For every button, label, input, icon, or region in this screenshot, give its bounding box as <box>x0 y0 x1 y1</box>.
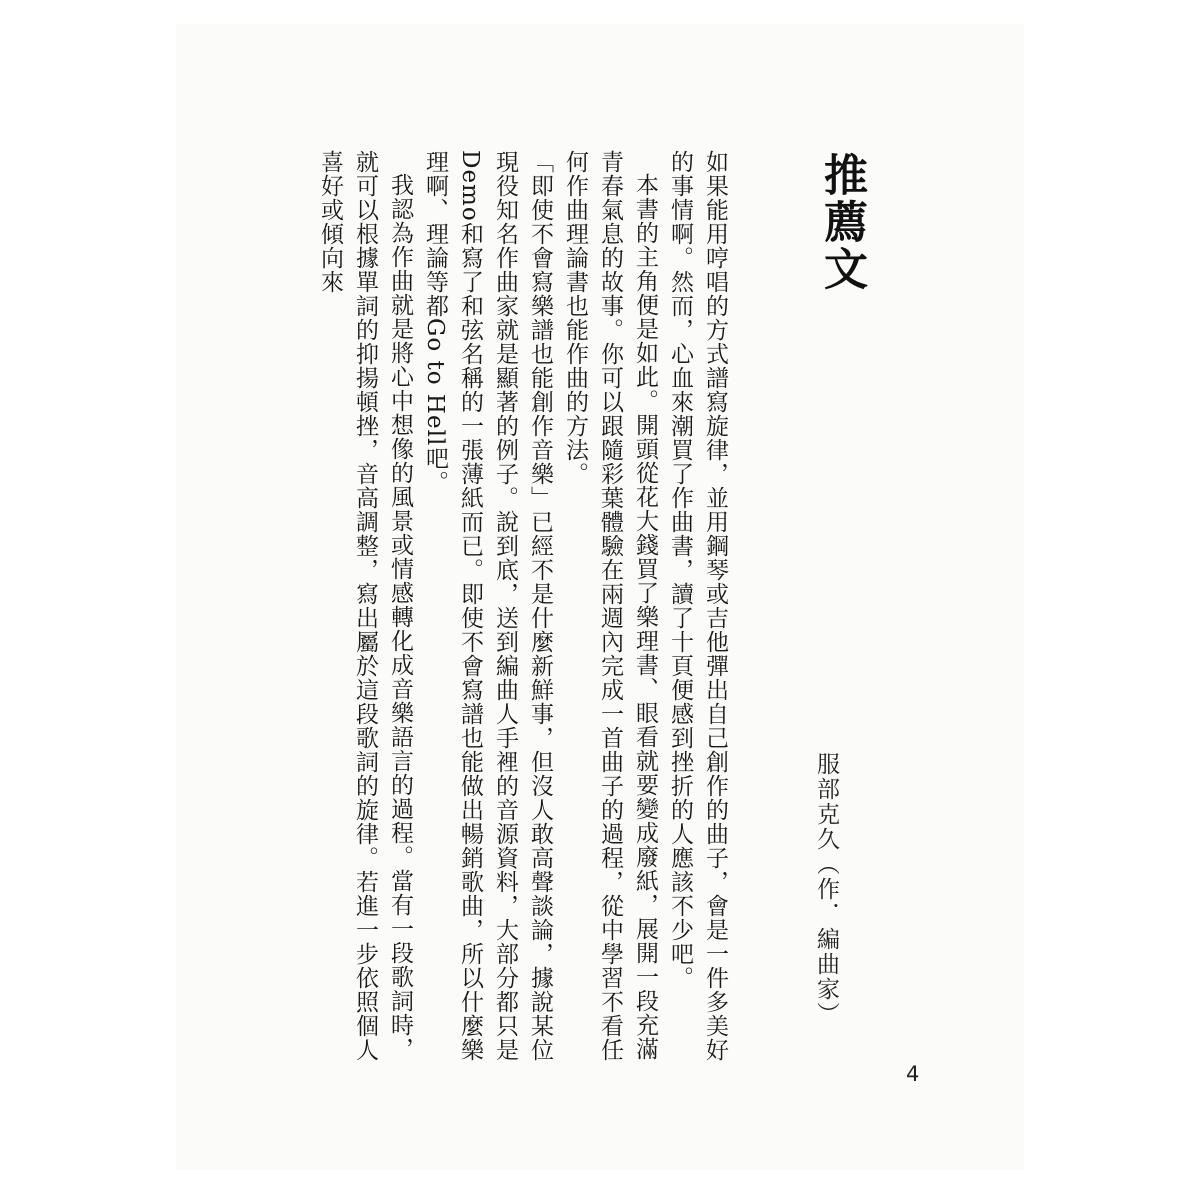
paragraph-3: 「即使不會寫樂譜也能創作音樂」已經不是什麼新鮮事，但沒人敢高聲談論，據說某位現役知名作曲家就是顯著的例子。說到底，送到編曲人手裡的音源資料，大部分都只是Demo和寫了和弦名稱的一張薄紙而已。即使不會寫譜也能做出暢銷歌曲，所以什麼樂理啊、理論等都Go to Hell吧。 <box>422 150 553 1062</box>
page-number: 4 <box>906 1062 920 1086</box>
book-page <box>176 24 1024 1170</box>
paragraph-4: 我認為作曲就是將心中想像的風景或情感轉化成音樂語言的過程。當有一段歌詞時，就可以根據單詞的抑揚頓挫，音高調整，寫出屬於這段歌詞的旋律。若進一步依照個人喜好或傾向來 <box>317 150 413 1062</box>
body-text <box>312 150 732 1070</box>
paragraph-1: 如果能用哼唱的方式譜寫旋律，並用鋼琴或吉他彈出自己創作的曲子，會是一件多美好的事情啊。然而，心血來潮買了作曲書，讀了十頁便感到挫折的人應該不少吧。 <box>667 150 728 1062</box>
paragraph-2: 本書的主角便是如此。開頭從花大錢買了樂理書、眼看就要變成廢紙，展開一段充滿青春氣息的故事。你可以跟隨彩葉體驗在兩週內完成一首曲子的過程，從中學習不看任何作曲理論書也能作曲的方法。 <box>562 150 658 1062</box>
page-title: 推薦文 <box>816 152 867 293</box>
author-line: 服部克久（作．編曲家） <box>813 752 839 1027</box>
